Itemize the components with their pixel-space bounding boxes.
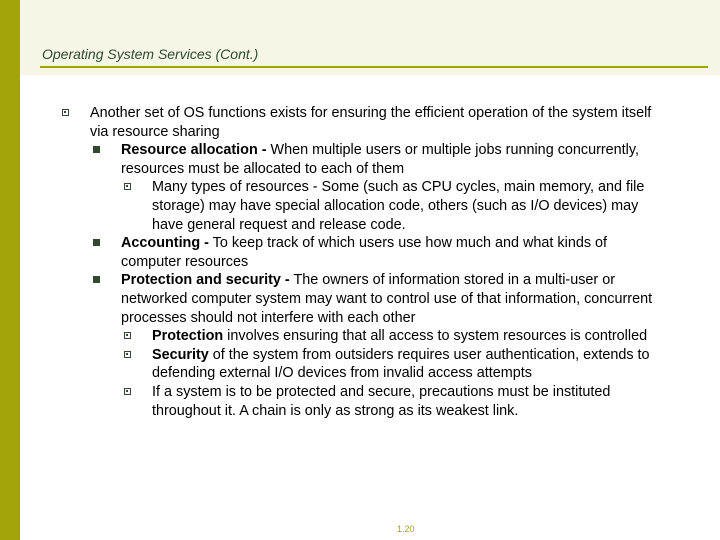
solid-square-bullet-icon: [93, 146, 100, 153]
bullet-intro: [62, 104, 662, 141]
bullet-resource-allocation: [62, 141, 662, 178]
slide-body: [62, 104, 662, 420]
chain-text: If a system is to be protected and secure, precautions must be instituted throughout it. A chain is only as strong as its weakest link.: [152, 383, 611, 419]
resource-allocation-text: When multiple users or multiple jobs running concurrently, resources must be allocated to each of them: [121, 142, 640, 177]
page-number: 1.20: [397, 524, 415, 534]
solid-square-bullet-icon: [93, 239, 100, 246]
security-text: of the system from outsiders requires user authentication, extends to defending external I/O devices from invalid access attempts: [152, 346, 650, 382]
solid-square-bullet-icon: [93, 276, 100, 283]
title-underline: [40, 66, 708, 68]
bullet-protection-security: [62, 271, 662, 327]
protection-security-text: The owners of information stored in a multi-user or networked computer system may want to control use of that information, concurrent processes should not interfere with each other: [121, 272, 653, 326]
bullet-accounting: [62, 234, 662, 271]
protection-term: Protection: [152, 328, 224, 345]
accounting-term: Accounting -: [121, 235, 209, 252]
protection-security-term: Protection and security -: [121, 272, 290, 289]
resource-allocation-term: Resource allocation -: [121, 142, 267, 159]
bullet-chain: [62, 383, 662, 420]
left-accent-bar: [0, 0, 20, 540]
bullet-protection: [62, 327, 662, 346]
hollow-square-bullet-icon: [62, 109, 69, 116]
hollow-square-bullet-icon: [124, 332, 131, 339]
resource-types-text: Many types of resources - Some (such as CPU cycles, main memory, and file storage) may have special allocation code, others (such as I/O devices) may have general request and release code.: [152, 179, 645, 233]
accounting-text: To keep track of which users use how much and what kinds of computer resources: [121, 235, 608, 270]
protection-text: involves ensuring that all access to system resources is controlled: [223, 328, 648, 345]
header-band: [20, 0, 720, 75]
bullet-resource-types: [62, 178, 662, 234]
intro-text: Another set of OS functions exists for ensuring the efficient operation of the system itself via resource sharing: [90, 105, 652, 140]
hollow-square-bullet-icon: [124, 351, 131, 358]
bullet-security: [62, 346, 662, 383]
security-term: Security: [152, 346, 209, 363]
hollow-square-bullet-icon: [124, 183, 131, 190]
hollow-square-bullet-icon: [124, 388, 131, 395]
slide-title: Operating System Services (Cont.): [42, 46, 259, 62]
